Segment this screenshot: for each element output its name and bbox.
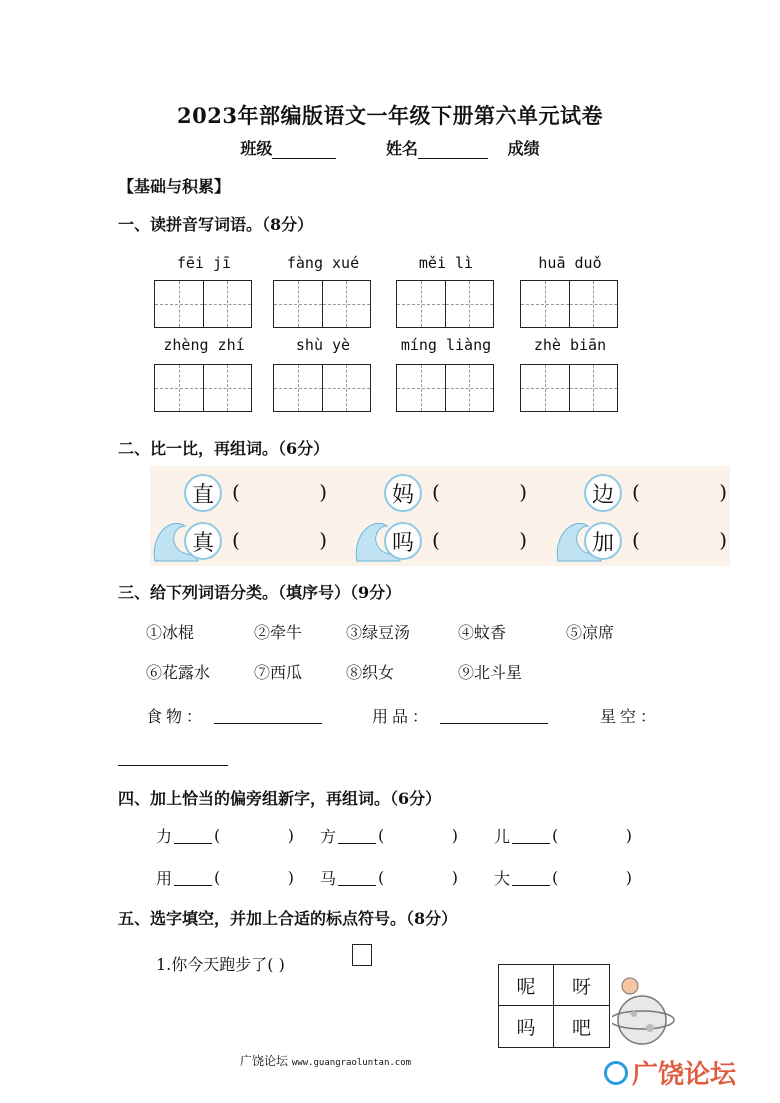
writing-grid-3[interactable] [396, 280, 494, 328]
choice-char: 吧 [571, 1017, 591, 1039]
char-circle: 加 [584, 522, 622, 560]
answer-paren[interactable]: ( ) [632, 480, 727, 504]
char-circle: 吗 [384, 522, 422, 560]
category-label-sky: 星空： [600, 707, 661, 726]
footer-url[interactable]: www.guangraoluntan.com [291, 1058, 412, 1068]
category-blank-sky[interactable] [118, 764, 228, 766]
q3-heading: 三、给下列词语分类。（填序号）（9分） [118, 583, 402, 602]
category-blank-food[interactable] [214, 722, 322, 724]
pinyin-1: fēi jī [176, 254, 232, 272]
name-blank[interactable] [418, 142, 488, 159]
choice-char: 呢 [499, 965, 554, 1006]
q1-heading: 一、读拼音写词语。（8分） [118, 215, 314, 234]
name-label: 姓名 [385, 139, 418, 158]
char-circle: 直 [184, 474, 222, 512]
logo-mark-icon [604, 1061, 628, 1085]
word-item: ⑧织女 [346, 663, 395, 682]
word-item: ①冰棍 [146, 623, 195, 642]
punctuation-box[interactable] [352, 944, 372, 966]
writing-grid-2[interactable] [273, 280, 371, 328]
writing-grid-4[interactable] [520, 280, 618, 328]
word-item: ⑨北斗星 [458, 663, 523, 682]
q5-heading: 五、选字填空，并加上合适的标点符号。（8分） [118, 909, 458, 928]
answer-paren[interactable]: ( ) [432, 480, 527, 504]
word-item: ②牵牛 [254, 623, 303, 642]
pinyin-5: zhèng zhí [163, 336, 245, 354]
class-label: 班级 [240, 139, 273, 158]
footer [240, 1052, 411, 1069]
answer-paren[interactable]: ( ) [632, 528, 727, 552]
writing-grid-5[interactable] [154, 364, 252, 412]
choice-char: 呀 [554, 965, 609, 1006]
writing-grid-7[interactable] [396, 364, 494, 412]
writing-grid-1[interactable] [154, 280, 252, 328]
radical-row[interactable]: 儿 ( ) [494, 826, 633, 846]
char-circle: 边 [584, 474, 622, 512]
word-item: ⑤凉席 [566, 623, 615, 642]
word-item: ⑦西瓜 [254, 663, 303, 682]
radical-row[interactable]: 马 ( ) [320, 868, 459, 888]
pinyin-7: míng liàng [400, 336, 492, 354]
radical-row[interactable]: 力 ( ) [156, 826, 295, 846]
q2-heading: 二、比一比，再组词。（6分） [118, 439, 330, 458]
word-item: ⑥花露水 [146, 663, 211, 682]
pinyin-6: shù yè [295, 336, 351, 354]
sentence-1: 1.你今天跑步了( ) [156, 955, 285, 974]
site-logo [604, 1054, 736, 1091]
word-item: ④蚊香 [458, 623, 507, 642]
class-blank[interactable] [272, 142, 336, 159]
category-blank-goods[interactable] [440, 722, 548, 724]
student-info [0, 136, 780, 159]
answer-paren[interactable]: ( ) [432, 528, 527, 552]
word-item: ③绿豆汤 [346, 623, 411, 642]
char-circle: 真 [184, 522, 222, 560]
category-label-goods: 用品： [372, 707, 433, 726]
radical-row[interactable]: 方 ( ) [320, 826, 459, 846]
writing-grid-8[interactable] [520, 364, 618, 412]
q4-heading: 四、加上恰当的偏旁组新字，再组词。（6分） [118, 789, 442, 808]
pinyin-3: měi lì [418, 254, 474, 272]
page-title: 2023年部编版语文一年级下册第六单元试卷 [177, 103, 603, 128]
radical-row[interactable]: 大 ( ) [494, 868, 633, 888]
footer-name: 广饶论坛 [240, 1054, 289, 1068]
score-label: 成绩 [507, 139, 540, 158]
logo-text: 广饶论坛 [632, 1060, 737, 1090]
planet-icon [612, 976, 676, 1048]
section-header: 【基础与积累】 [118, 177, 231, 196]
answer-paren[interactable]: ( ) [232, 480, 327, 504]
category-label-food: 食物： [146, 707, 207, 726]
choice-char: 吗 [499, 1006, 554, 1047]
pinyin-8: zhè biān [533, 336, 607, 354]
pinyin-2: fàng xué [286, 254, 360, 272]
choice-grid [498, 964, 610, 1048]
writing-grid-6[interactable] [273, 364, 371, 412]
radical-row[interactable]: 用 ( ) [156, 868, 295, 888]
char-circle: 妈 [384, 474, 422, 512]
pinyin-4: huā duǒ [538, 254, 602, 272]
answer-paren[interactable]: ( ) [232, 528, 327, 552]
